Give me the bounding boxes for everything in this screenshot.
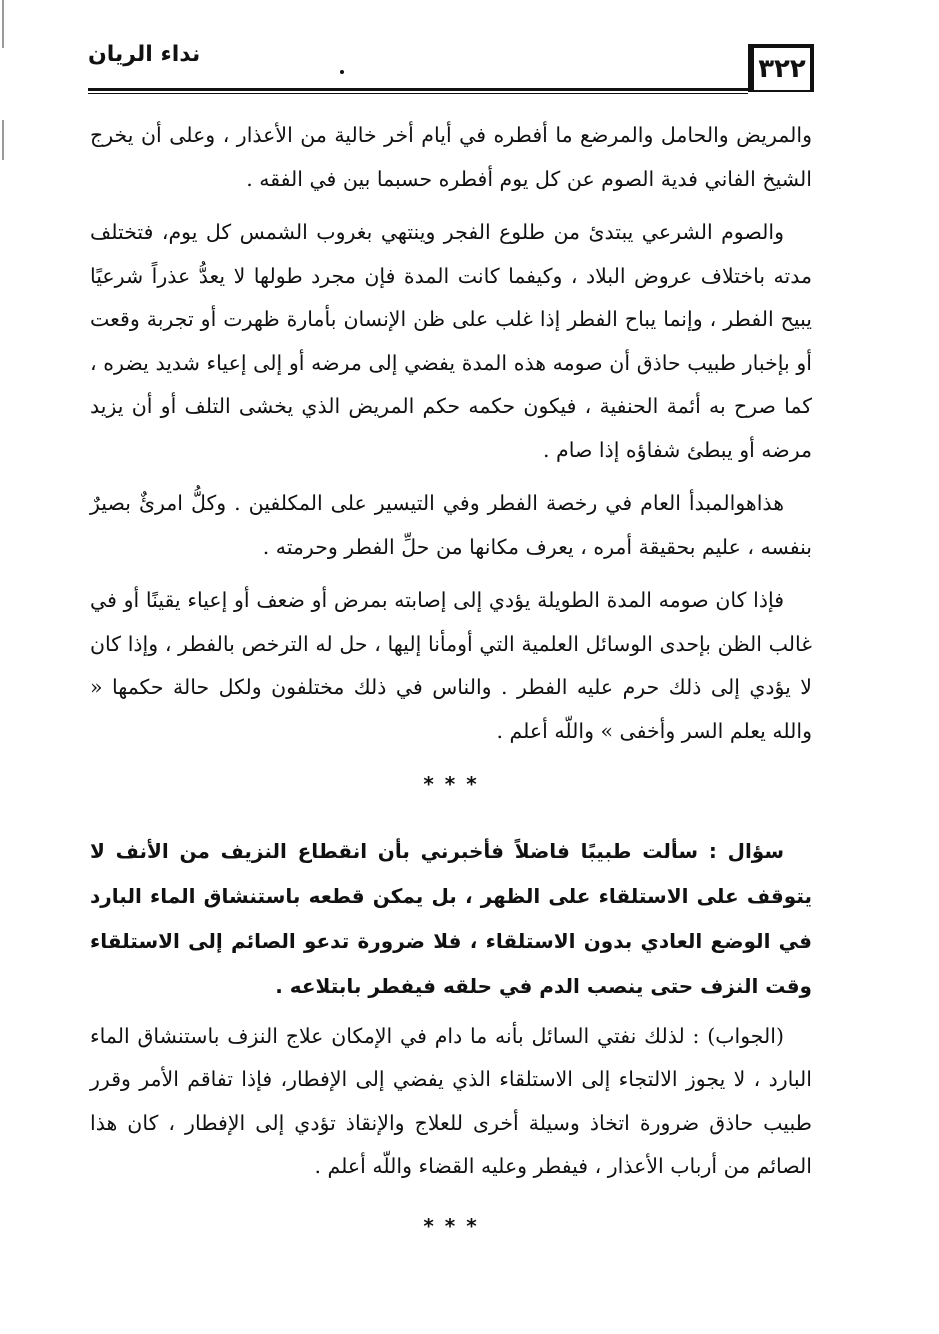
- running-title: نداء الريان: [88, 42, 201, 67]
- paragraph: والصوم الشرعي يبتدئ من طلوع الفجر وينتهي بغروب الشمس كل يوم، فتختلف مدته باختلاف عروض البلاد ، وكيفما كانت المدة فإن مجرد طولها لا يعدُّ عذراً شرعيًا يبيح الفطر ، وإنما يباح الفطر إذا غلب على ظن الإنسان بأمارة ظهرت أو تجربة وقعت أو بإخبار طبيب حاذق أن صومه هذه المدة يفضي إلى مرضه أو إلى إعياء شديد يضره ، كما صرح به أئمة الحنفية ، فيكون حكمه حكم المريض الذي يخشى التلف أو أن يزيد مرضه أو يبطئ شفاؤه إذا صام .: [90, 220, 812, 462]
- answer-paragraph: [90, 1015, 812, 1189]
- paragraph: فإذا كان صومه المدة الطويلة يؤدي إلى إصابته بمرض أو ضعف أو إعياء يقينًا أو في غالب الظن بإحدى الوسائل العلمية التي أومأنا إليها ، حل له الترخص بالفطر ، وإذا كان لا يؤدي إلى ذلك حرم عليه الفطر . والناس في ذلك مختلفون ولكل حالة حكمها « والله يعلم السر وأخفى » واللّه أعلم .: [90, 588, 812, 743]
- scan-edge-mark: [2, 120, 4, 160]
- section-separator: * * *: [423, 772, 479, 796]
- header-dot: [340, 70, 344, 74]
- header-rule: [88, 88, 748, 94]
- page-number: ٣٢٢: [748, 44, 814, 92]
- page-body: [90, 114, 812, 1266]
- paragraph: هذاهوالمبدأ العام في رخصة الفطر وفي التيسير على المكلفين . وكلُّ امرئٌ بصيرٌ بنفسه ، عليم بحقيقة أمره ، يعرف مكانها من حلِّ الفطر وحرمته .: [90, 491, 812, 559]
- question-paragraph: سؤال : سألت طبيبًا فاضلاً فأخبرني بأن انقطاع النزيف من الأنف لا يتوقف على الاستلقاء على الظهر ، بل يمكن قطعه باستنشاق الماء البارد في الوضع العادي بدون الاستلقاء ، فلا ضرورة تدعو الصائم إلى الاستلقاء وقت النزف حتى ينصب الدم في حلقه فيفطر بابتلاعه .: [90, 838, 812, 998]
- answer-text: لذلك نفتي السائل بأنه ما دام في الإمكان علاج النزف باستنشاق الماء البارد ، لا يجوز الالتجاء إلى الاستلقاء الذي يفضي إلى الإفطار، فإذا تفاقم الأمر وقرر طبيب حاذق ضرورة اتخاذ وسيلة أخرى للعلاج والإنقاذ تؤدي إلى الإفطار ، كان هذا الصائم من أرباب الأعذار ، فيفطر وعليه القضاء واللّه أعلم .: [90, 1023, 812, 1178]
- answer-label: (الجواب) :: [692, 1023, 784, 1048]
- scan-edge-mark: [2, 0, 4, 48]
- end-separator: * * *: [423, 1213, 479, 1238]
- paragraph: والمريض والحامل والمرضع ما أفطره في أيام أخر خالية من الأعذار ، وعلى أن يخرج الشيخ الفاني فدية الصوم عن كل يوم أفطره حسبما بين في الفقه .: [90, 123, 812, 191]
